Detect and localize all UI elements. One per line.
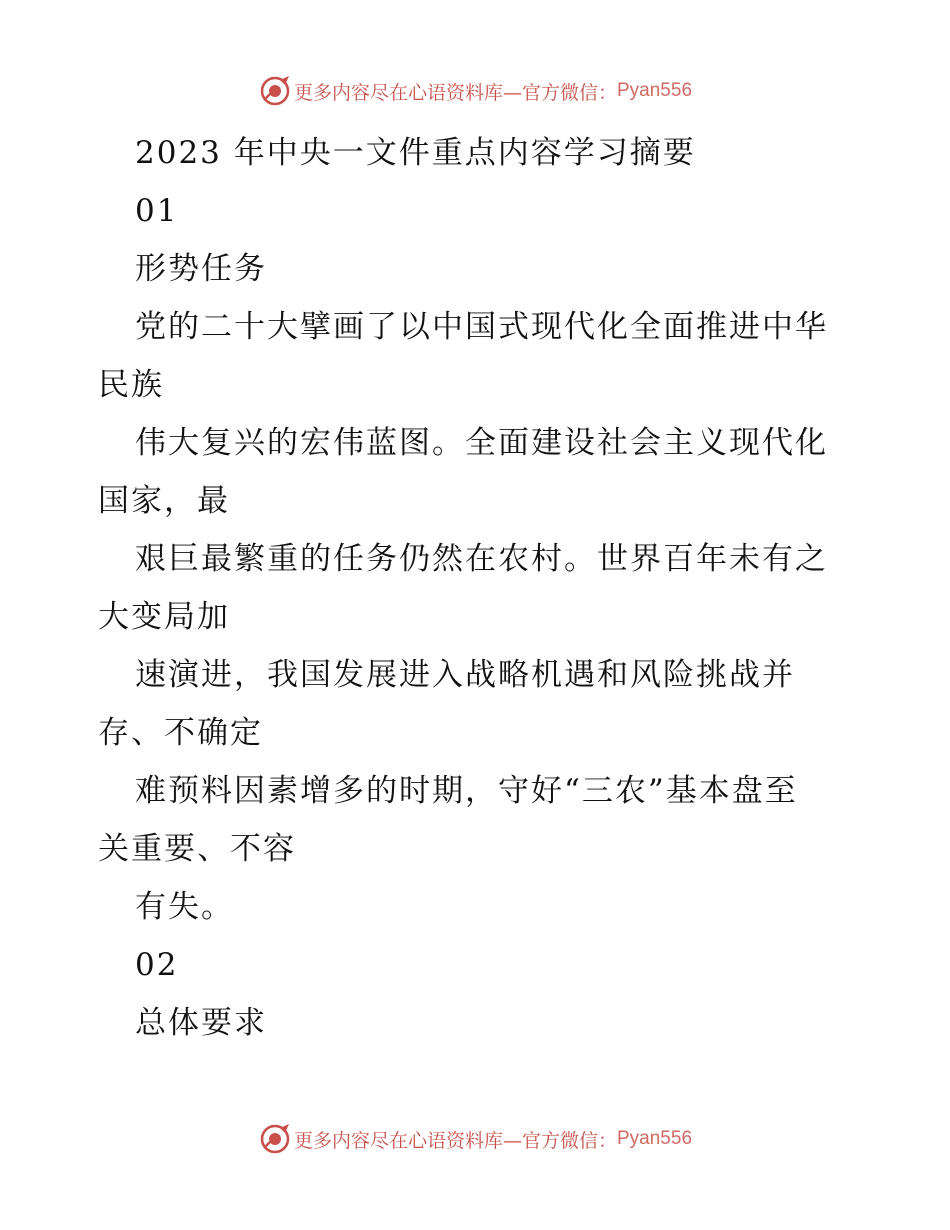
paragraph-line: 党的二十大擘画了以中国式现代化全面推进中华 [135, 309, 828, 345]
section-heading: 总体要求 [135, 1005, 267, 1041]
section-number: 01 [135, 193, 179, 229]
document-body [98, 124, 858, 1052]
paragraph-line: 难预料因素增多的时期，守好“三农”基本盘至 [135, 773, 798, 809]
paragraph-line: 民族 [98, 367, 164, 403]
brush-logo-icon [258, 1122, 292, 1156]
paragraph-line: 存、不确定 [98, 715, 263, 751]
paragraph-line: 伟大复兴的宏伟蓝图。全面建设社会主义现代化 [135, 425, 828, 461]
watermark-text: 更多内容尽在心语资料库—官方微信： [293, 81, 617, 104]
paragraph-line: 艰巨最繁重的任务仍然在农村。世界百年未有之 [135, 541, 828, 577]
paragraph-line: 大变局加 [98, 599, 230, 635]
paragraph-line: 有失。 [135, 889, 234, 925]
brush-logo-icon [258, 74, 292, 108]
paragraph-line: 国家，最 [98, 483, 230, 519]
header-watermark [0, 71, 950, 111]
watermark-wechat-id: Pyan556 [617, 80, 693, 101]
section-heading: 形势任务 [135, 251, 267, 287]
footer-watermark [0, 1119, 950, 1159]
paragraph-line: 关重要、不容 [98, 831, 296, 867]
watermark-text: 更多内容尽在心语资料库—官方微信： [293, 1129, 617, 1152]
section-number: 02 [135, 947, 179, 983]
paragraph-line: 速演进，我国发展进入战略机遇和风险挑战并 [135, 657, 795, 693]
watermark-wechat-id: Pyan556 [617, 1128, 693, 1149]
document-title: 2023 年中央一文件重点内容学习摘要 [135, 135, 696, 171]
